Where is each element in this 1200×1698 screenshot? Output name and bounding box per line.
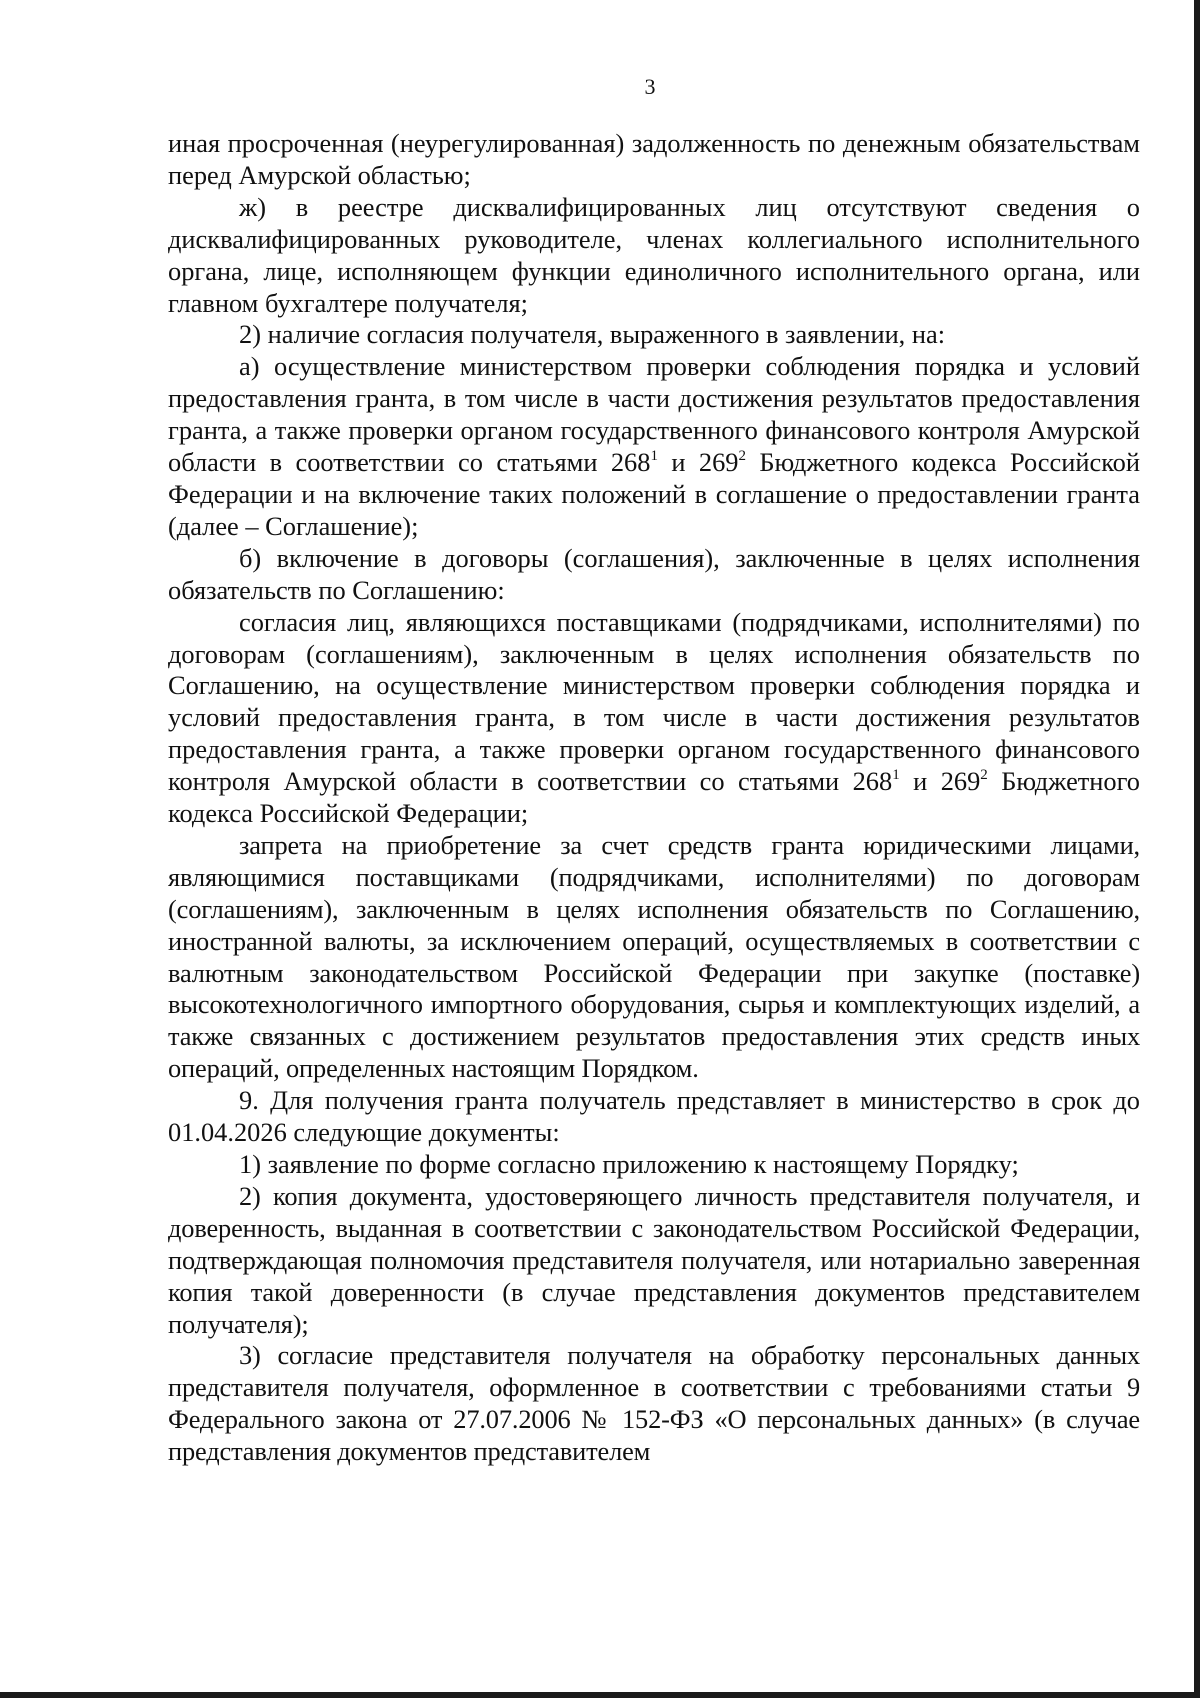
paragraph-recipient-consent: 2) наличие согласия получателя, выраженного в заявлении, на:	[239, 319, 946, 350]
paragraph-contracts-inclusion: б) включение в договоры (соглашения), заключенные в целях исполнения обязательств по Соглашению:	[168, 542, 1140, 605]
text-fragment: а) осуществление министерством проверки соблюдения порядка и условий предоставления гранта, в том числе в части достижения результатов предоставления гранта, а также проверки органом государственного финансового контроля Амурской области в соответствии со статьями 268	[168, 351, 1140, 478]
paragraph-identity-document: 2) копия документа, удостоверяющего личность представителя получателя, и доверенность, выданная в соответствии с законодательством Российской Федерации, подтверждающая полномочия представителя получателя, или нотариально заверенная копия такой доверенности (в случае представления документов представителем получателя);	[168, 1180, 1140, 1339]
scan-edge-right	[1194, 0, 1200, 1698]
superscript: 2	[738, 448, 746, 465]
paragraph-disqualified-persons: ж) в реестре дисквалифицированных лиц отсутствуют сведения о дисквалифицированных руководителе, членах коллегиального исполнительного органа, лице, исполняющем функции единоличного исполнительного органа, или главном бухгалтере получателя;	[168, 191, 1140, 318]
superscript: 1	[650, 448, 658, 465]
text-fragment: и 269	[657, 447, 739, 478]
paragraph-suppliers-consent	[168, 607, 1140, 830]
paragraph-currency-ban: запрета на приобретение за счет средств гранта юридическими лицами, являющимися поставщиками (подрядчиками, исполнителями) по договорам (соглашениям), заключенным в целях исполнения обязательств по Соглашению, иностранной валюты, за исключением операций, осуществляемых в соответствии с валютным законодательством Российской Федерации при закупке (поставке) высокотехнологичного импортного оборудования, сырья и комплектующих изделий, а также связанных с достижением результатов предоставления этих средств иных операций, определенных настоящим Порядком.	[168, 829, 1140, 1084]
text-fragment: и 269	[899, 766, 981, 797]
text-fragment: согласия лиц, являющихся поставщиками (подрядчиками, исполнителями) по договорам (соглашениям), заключенным в целях исполнения обязательств по Соглашению, на осуществление министерством проверки соблюдения порядка и условий предоставления гранта, в том числе в части достижения результатов предоставления гранта, а также проверки органом государственного финансового контроля Амурской области в соответствии со статьями 268	[168, 606, 1140, 797]
scan-edge-bottom	[0, 1692, 1200, 1698]
paragraph-debt-obligations: иная просроченная (неурегулированная) задолженность по денежным обязательствам перед Амурской областью;	[168, 128, 1140, 190]
superscript: 1	[892, 767, 900, 784]
text-fragment: Бюджетного кодекса Российской Федерации и на включение таких положений в соглашение о предоставлении гранта (далее – Соглашение);	[168, 447, 1140, 541]
text-fragment: Бюджетного кодекса Российской Федерации;	[168, 766, 1140, 829]
superscript: 2	[980, 767, 988, 784]
paragraph-documents-list: 9. Для получения гранта получатель представляет в министерство в срок до 01.04.2026 следующие документы:	[168, 1085, 1140, 1148]
paragraph-ministry-inspection	[168, 351, 1140, 542]
page-number: 3	[644, 74, 656, 99]
paragraph-personal-data-consent: 3) согласие представителя получателя на обработку персональных данных представителя получателя, оформленное в соответствии с требованиями статьи 9 Федерального закона от 27.07.2006 № 152-ФЗ «О персональных данных» (в случае представления документов представителем	[168, 1340, 1140, 1467]
paragraph-application-form: 1) заявление по форме согласно приложению к настоящему Порядку;	[239, 1149, 1019, 1179]
document-body	[168, 128, 1140, 1468]
